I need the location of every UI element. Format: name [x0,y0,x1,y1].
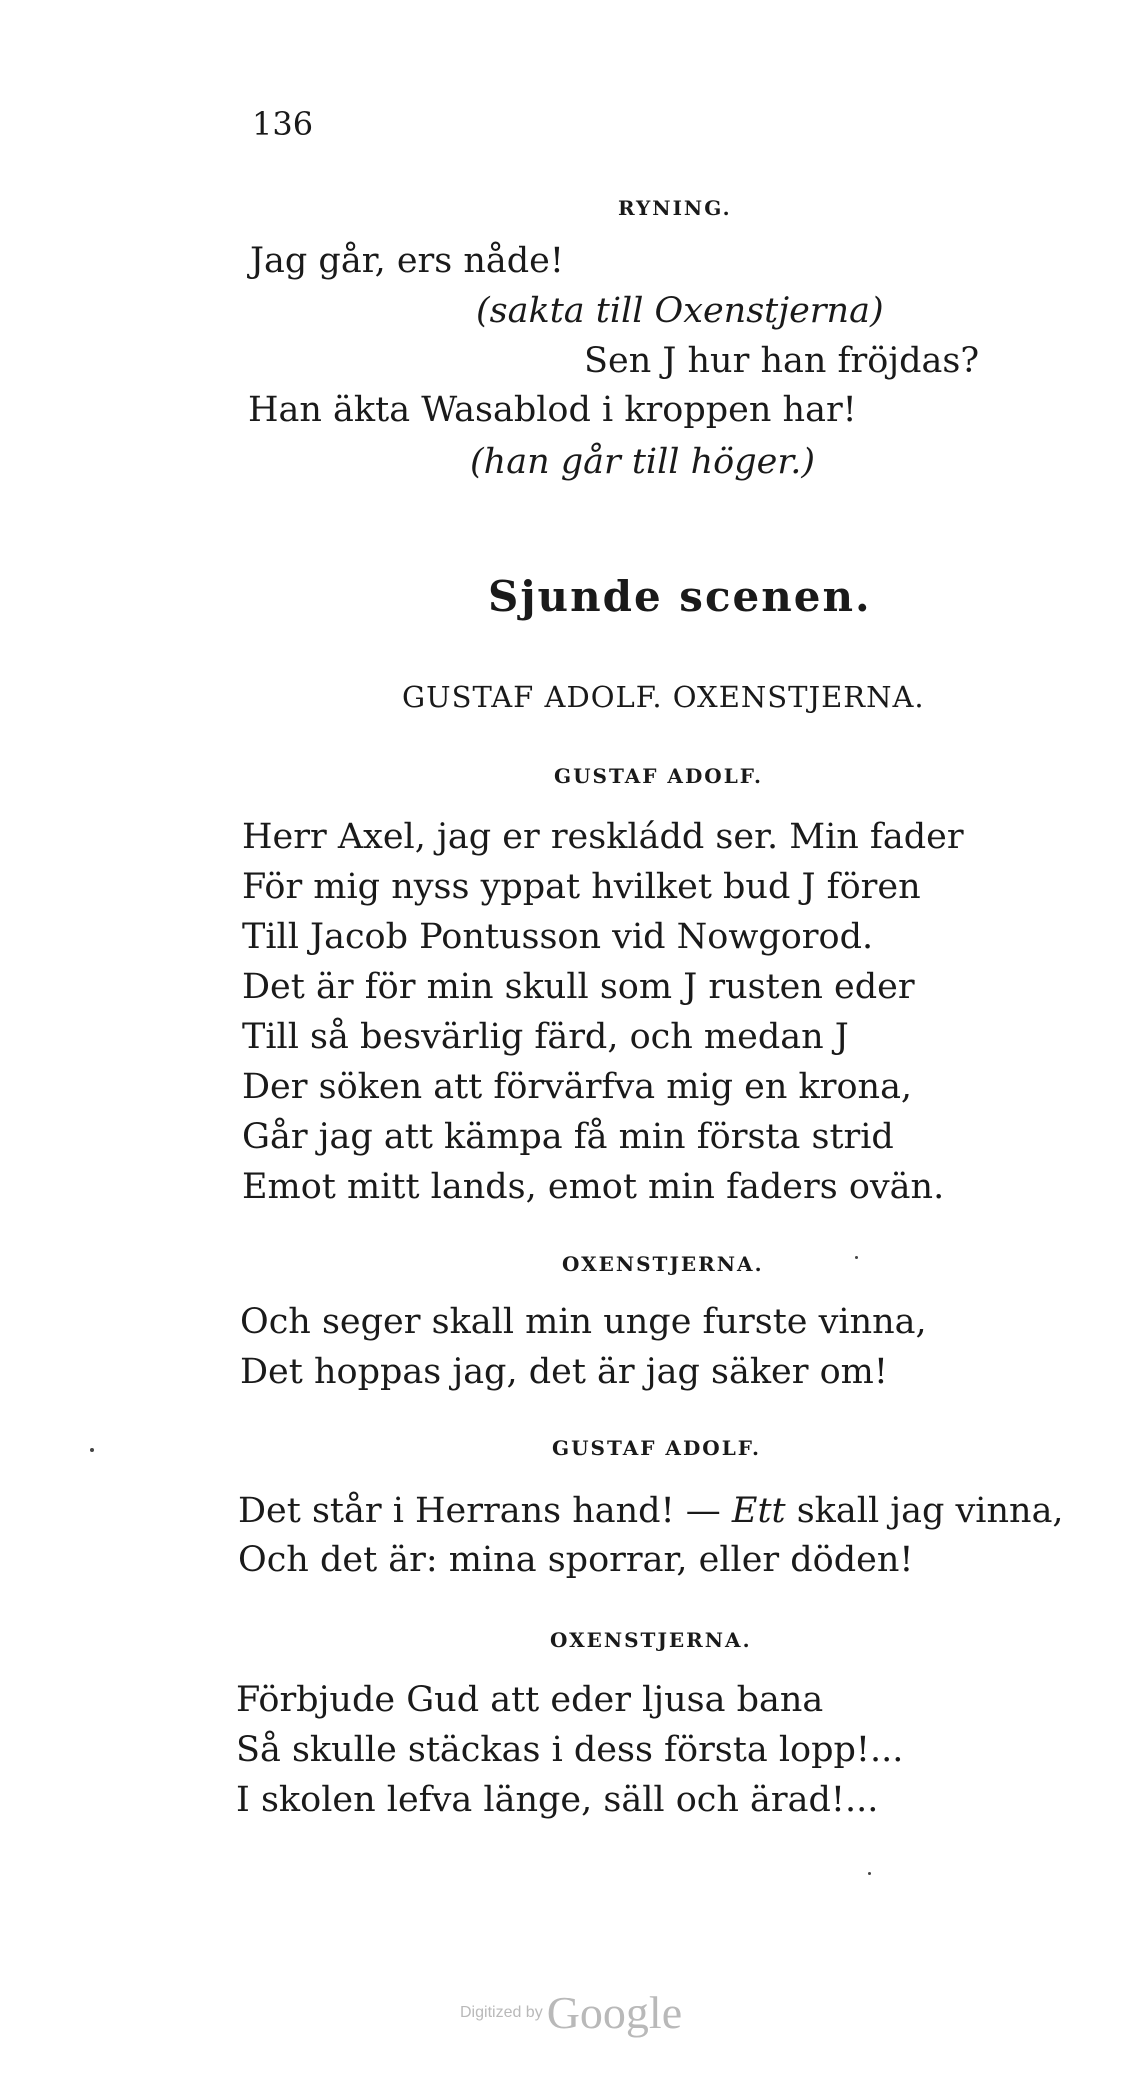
speaker-gustaf-adolf: GUSTAF ADOLF. [552,1436,761,1460]
speaker-gustaf-adolf: GUSTAF ADOLF. [554,764,763,788]
verse-line: Emot mitt lands, emot min faders ovän. [242,1167,945,1207]
verse-line: Det hoppas jag, det är jag säker om! [240,1352,888,1392]
verse-line: Jag går, ers nåde! [250,241,564,281]
page-number: 136 [252,105,314,143]
stage-direction: (sakta till Oxenstjerna) [476,291,884,331]
print-speck [855,1256,858,1259]
verse-line: Förbjude Gud att eder ljusa bana [236,1680,824,1720]
print-speck [868,1872,871,1875]
verse-line: Till så besvärlig färd, och medan J [242,1017,849,1057]
digitized-watermark [460,1987,683,2038]
verse-text: skall jag vinna, [785,1491,1064,1531]
cast-list: GUSTAF ADOLF. OXENSTJERNA. [402,680,925,714]
verse-line: Så skulle stäckas i dess första lopp!... [236,1730,904,1770]
verse-line: För mig nyss yppat hvilket bud J fören [242,867,921,907]
verse-line: Går jag att kämpa få min första strid [242,1117,894,1157]
verse-line: Han äkta Wasablod i kroppen har! [248,390,857,430]
verse-line: Sen J hur han fröjdas? [584,341,980,381]
watermark-prefix: Digitized by [460,2004,543,2021]
verse-line: Till Jacob Pontusson vid Nowgorod. [242,917,874,957]
speaker-oxenstjerna: OXENSTJERNA. [550,1628,752,1652]
speaker-ryning: RYNING. [618,196,732,220]
emphasis-text: Ett [731,1491,786,1531]
verse-line: I skolen lefva länge, säll och ärad!... [236,1780,879,1820]
verse-line [238,1491,1064,1531]
stage-direction: (han går till höger.) [470,442,816,482]
verse-line: Herr Axel, jag er reskládd ser. Min fader [242,817,964,857]
verse-line: Och det är: mina sporrar, eller döden! [238,1540,914,1580]
scene-title: Sjunde scenen. [488,572,872,621]
verse-line: Och seger skall min unge furste vinna, [240,1302,927,1342]
verse-line: Der söken att förvärfva mig en krona, [242,1067,913,1107]
print-speck [90,1448,94,1452]
verse-text: Det står i Herrans hand! — [238,1491,732,1531]
verse-line: Det är för min skull som J rusten eder [242,967,915,1007]
google-logo: Google [546,1987,683,2038]
speaker-oxenstjerna: OXENSTJERNA. [562,1252,764,1276]
